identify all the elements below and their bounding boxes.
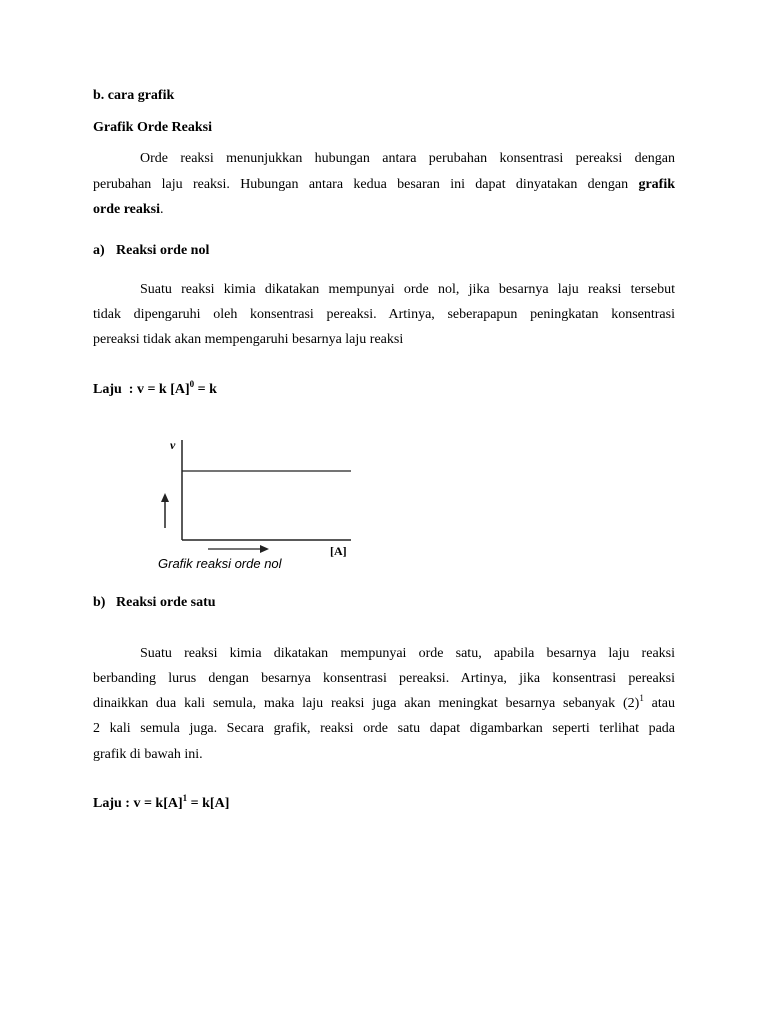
first-order-line-3-exp: 1	[639, 693, 644, 703]
intro-line-2-text: perubahan laju reaksi. Hubungan antara kedua besaran ini dapat dinyatakan dengan	[93, 177, 629, 192]
zero-order-rate-eq-end: = k	[194, 382, 217, 397]
first-order-line-3-text: dinaikkan dua kali semula, maka laju reaksi juga akan meningkat besarnya sebanyak (2)	[93, 696, 640, 711]
graph-caption: Grafik reaksi orde nol	[158, 556, 282, 571]
graph-up-arrow-icon	[161, 493, 169, 502]
graph-y-label: v	[170, 438, 176, 452]
zero-order-rate-exp: 0	[189, 379, 195, 389]
first-order-rate-exp: 1	[182, 793, 188, 803]
first-order-marker: b)	[93, 595, 106, 610]
first-order-line-3-end: atau	[643, 696, 675, 711]
first-order-rate-eq: : v = k[A]	[125, 796, 183, 811]
intro-line-2	[93, 177, 675, 193]
first-order-rate-eq-end: = k[A]	[187, 796, 230, 811]
first-order-line-3	[93, 693, 675, 712]
zero-order-marker: a)	[93, 243, 105, 258]
zero-order-line-3: pereaksi tidak akan mempengaruhi besarnya laju reaksi	[93, 332, 404, 347]
zero-order-heading: Reaksi orde nol	[116, 243, 210, 258]
intro-line-3	[93, 202, 164, 218]
zero-order-line-2: tidak dipengaruhi oleh konsentrasi pereaksi. Artinya, seberapapun peningkatan konsentrasi	[93, 307, 675, 322]
first-order-line-4: 2 kali semula juga. Secara grafik, reaksi orde satu dapat digambarkan seperti terlihat pada	[93, 721, 675, 736]
zero-order-line-1: Suatu reaksi kimia dikatakan mempunyai orde nol, jika besarnya laju reaksi tersebut	[140, 282, 675, 297]
section-title: Grafik Orde Reaksi	[93, 120, 212, 135]
first-order-line-2: berbanding lurus dengan besarnya konsentrasi pereaksi. Artinya, jika konsentrasi pereaksi	[93, 671, 675, 686]
intro-line-3-text: .	[160, 202, 164, 217]
intro-line-2-bold: grafik	[638, 177, 675, 192]
first-order-line-1: Suatu reaksi kimia dikatakan mempunyai orde satu, apabila besarnya laju reaksi	[140, 646, 675, 661]
graph-right-arrow-icon	[260, 545, 269, 553]
first-order-line-5: grafik di bawah ini.	[93, 747, 203, 762]
first-order-heading: Reaksi orde satu	[116, 595, 216, 610]
graph-x-label: [A]	[330, 544, 347, 558]
zero-order-rate-equation	[93, 379, 217, 398]
zero-order-rate-eq: : v = k [A]	[128, 382, 190, 397]
first-order-rate-equation	[93, 793, 230, 812]
first-order-rate-label: Laju	[93, 796, 122, 811]
zero-order-rate-label: Laju	[93, 382, 122, 397]
intro-line-3-bold: orde reaksi	[93, 202, 161, 217]
intro-line-1: Orde reaksi menunjukkan hubungan antara perubahan konsentrasi pereaksi dengan	[140, 151, 675, 166]
section-label: b. cara grafik	[93, 88, 175, 103]
